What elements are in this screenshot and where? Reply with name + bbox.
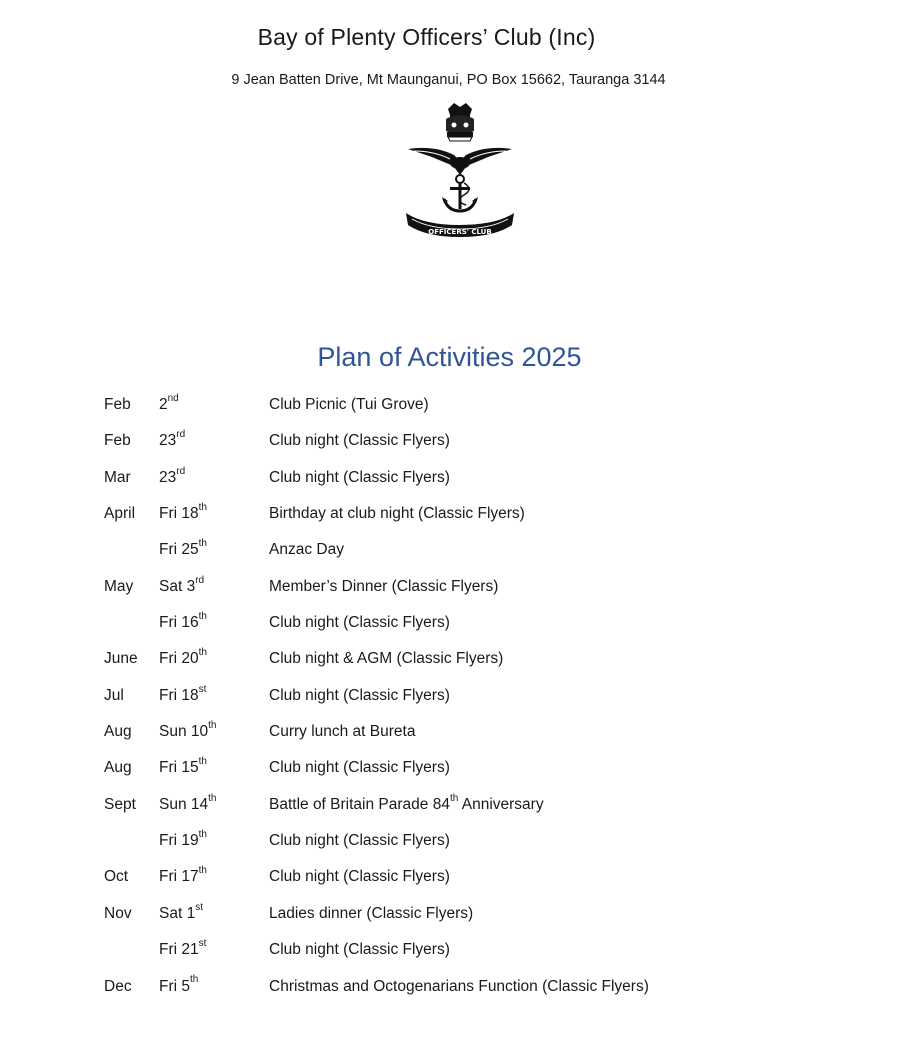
schedule-month: Oct xyxy=(104,868,129,886)
schedule-day-suffix: th xyxy=(208,719,217,731)
schedule-day-suffix: th xyxy=(198,865,207,877)
schedule-day: Fri 25 xyxy=(159,541,199,559)
schedule-date xyxy=(159,866,207,888)
schedule-day-suffix: th xyxy=(190,974,199,986)
schedule-event xyxy=(269,394,429,416)
schedule-event xyxy=(269,503,525,525)
schedule-month: Aug xyxy=(104,723,132,741)
schedule-day-suffix: th xyxy=(198,756,207,768)
schedule-event-text: Club night (Classic Flyers) xyxy=(269,468,450,486)
ribbon-text-bottom: OFFICERS' CLUB xyxy=(428,228,492,236)
schedule-day: Fri 19 xyxy=(159,832,199,850)
schedule-day-suffix: th xyxy=(198,647,207,659)
schedule-event-text: Club night (Classic Flyers) xyxy=(269,614,450,632)
schedule-date xyxy=(159,430,185,452)
schedule-date xyxy=(159,612,207,634)
schedule-date xyxy=(159,467,185,489)
schedule-event xyxy=(269,939,450,961)
schedule-event-text: Member’s Dinner (Classic Flyers) xyxy=(269,577,499,595)
schedule-event-text: Club night (Classic Flyers) xyxy=(269,686,450,704)
schedule-event xyxy=(269,721,415,743)
schedule-event xyxy=(269,794,544,816)
schedule-row xyxy=(104,939,844,975)
schedule-date xyxy=(159,394,179,416)
schedule-day: Fri 15 xyxy=(159,759,199,777)
schedule-date xyxy=(159,539,207,561)
club-crest-logo xyxy=(404,101,516,239)
schedule-row xyxy=(104,612,844,648)
plan-title: Plan of Activities 2025 xyxy=(317,342,582,372)
schedule-date xyxy=(159,794,216,816)
schedule-date xyxy=(159,503,207,525)
schedule-date xyxy=(159,830,207,852)
schedule-day: Fri 20 xyxy=(159,650,199,668)
schedule-row xyxy=(104,576,844,612)
schedule-event xyxy=(269,467,450,489)
schedule-event-text: Christmas and Octogenarians Function (Classic Flyers) xyxy=(269,977,649,995)
ribbon-text-top: BAY OF PLENTY xyxy=(440,218,480,224)
schedule-event xyxy=(269,685,450,707)
schedule-event xyxy=(269,903,473,925)
ribbon-banner-icon xyxy=(406,213,514,237)
schedule-day: 23 xyxy=(159,468,177,486)
schedule-row xyxy=(104,539,844,575)
schedule-row xyxy=(104,648,844,684)
schedule-month: Mar xyxy=(104,468,131,486)
schedule-day: Sat 1 xyxy=(159,904,196,922)
schedule-month: Sept xyxy=(104,795,136,813)
schedule-date xyxy=(159,721,216,743)
schedule-event xyxy=(269,612,450,634)
schedule-day: Fri 21 xyxy=(159,941,199,959)
schedule-day: 23 xyxy=(159,432,177,450)
schedule-event-text: Club night (Classic Flyers) xyxy=(269,868,450,886)
schedule-event-text: Birthday at club night (Classic Flyers) xyxy=(269,505,525,523)
schedule-day: Fri 17 xyxy=(159,868,199,886)
schedule-event xyxy=(269,539,344,561)
schedule-day-suffix: th xyxy=(198,610,207,622)
schedule-day-suffix: st xyxy=(198,683,207,695)
schedule-row xyxy=(104,467,844,503)
schedule-row xyxy=(104,976,844,1012)
schedule-event-text: Club night (Classic Flyers) xyxy=(269,941,450,959)
schedule-row xyxy=(104,830,844,866)
club-address: 9 Jean Batten Drive, Mt Maunganui, PO Box 15662, Tauranga 3144 xyxy=(231,72,666,88)
schedule-event-text: Curry lunch at Bureta xyxy=(269,723,416,741)
schedule-row xyxy=(104,430,844,466)
schedule-row xyxy=(104,903,844,939)
schedule-day: Fri 5 xyxy=(159,977,190,995)
schedule-event-text: Ladies dinner (Classic Flyers) xyxy=(269,904,474,922)
club-name-heading: Bay of Plenty Officers’ Club (Inc) xyxy=(257,24,596,50)
schedule-event-text: Battle of Britain Parade 84 xyxy=(269,795,450,813)
schedule-day: 2 xyxy=(159,396,168,413)
schedule-month: Feb xyxy=(104,432,131,450)
schedule-row xyxy=(104,721,844,757)
crown-icon xyxy=(446,103,474,141)
schedule-month: Feb xyxy=(104,396,131,413)
schedule-row xyxy=(104,794,844,830)
schedule-day-suffix: st xyxy=(198,938,207,949)
schedule-day: Fri 18 xyxy=(159,686,199,704)
schedule-month: Aug xyxy=(104,759,132,777)
activities-schedule xyxy=(104,394,844,1012)
anchor-icon xyxy=(442,175,478,211)
schedule-month: Dec xyxy=(104,977,132,995)
schedule-event-text: Club night (Classic Flyers) xyxy=(269,832,450,850)
schedule-date xyxy=(159,903,203,925)
schedule-day-suffix: rd xyxy=(195,574,205,586)
schedule-day-suffix: st xyxy=(195,901,203,913)
schedule-event xyxy=(269,830,450,852)
schedule-day: Fri 18 xyxy=(159,505,199,523)
schedule-month: Nov xyxy=(104,904,132,922)
eagle-wings-icon xyxy=(408,148,512,175)
schedule-event xyxy=(269,576,498,598)
schedule-row xyxy=(104,757,844,793)
schedule-event xyxy=(269,648,503,670)
schedule-day-suffix: nd xyxy=(167,392,179,404)
schedule-event-text-after: Anniversary xyxy=(458,795,544,813)
schedule-event-text: Club night (Classic Flyers) xyxy=(269,432,450,450)
schedule-day-suffix: th xyxy=(198,538,207,550)
schedule-day-suffix: th xyxy=(208,792,217,804)
schedule-event-superscript: th xyxy=(449,792,459,804)
schedule-day: Sat 3 xyxy=(159,577,196,595)
schedule-day: Sun 10 xyxy=(159,723,209,741)
schedule-month: Jul xyxy=(104,686,124,704)
schedule-date xyxy=(159,648,207,670)
schedule-date xyxy=(159,685,206,707)
schedule-event-text: Club night & AGM (Classic Flyers) xyxy=(269,650,504,668)
schedule-event-text: Anzac Day xyxy=(269,541,344,559)
schedule-event xyxy=(269,976,649,998)
schedule-day-suffix: rd xyxy=(176,429,186,441)
schedule-date xyxy=(159,576,204,598)
schedule-row xyxy=(104,503,844,539)
schedule-event-text: Club night (Classic Flyers) xyxy=(269,759,450,777)
schedule-day-suffix: th xyxy=(198,828,207,840)
schedule-event xyxy=(269,757,450,779)
schedule-month: May xyxy=(104,577,134,595)
schedule-event xyxy=(269,866,450,888)
schedule-event xyxy=(269,430,450,452)
schedule-day-suffix: th xyxy=(198,501,207,513)
schedule-row xyxy=(104,685,844,721)
schedule-day: Fri 16 xyxy=(159,614,199,632)
schedule-month: June xyxy=(104,650,138,668)
schedule-date xyxy=(159,757,207,779)
schedule-row xyxy=(104,394,844,430)
schedule-date xyxy=(159,976,198,998)
schedule-month: April xyxy=(104,505,136,523)
schedule-event-text: Club Picnic (Tui Grove) xyxy=(269,396,429,413)
schedule-day-suffix: rd xyxy=(176,465,186,477)
schedule-day: Sun 14 xyxy=(159,795,209,813)
schedule-row xyxy=(104,866,844,902)
schedule-date xyxy=(159,939,206,961)
